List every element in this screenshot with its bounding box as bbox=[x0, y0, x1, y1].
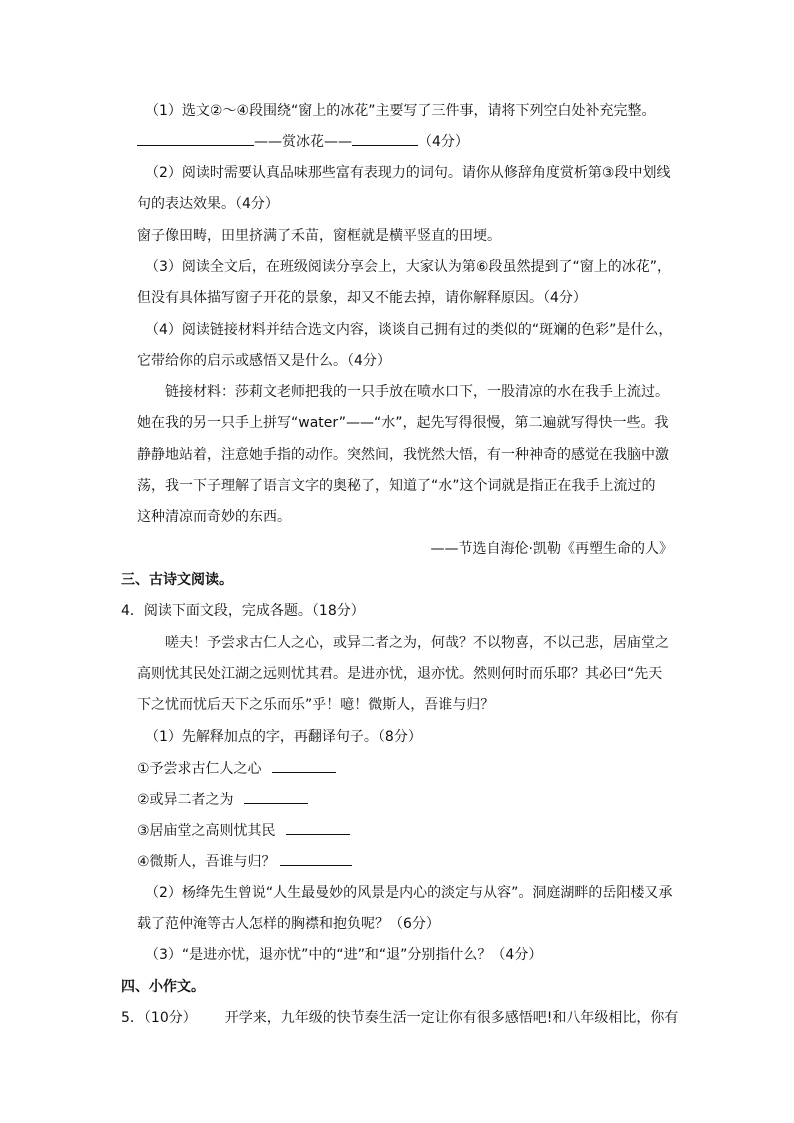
question-4-prompt: （4）阅读链接材料并结合选文内容，谈谈自己拥有过的类似的“斑斓的色彩”是什么， bbox=[145, 322, 673, 338]
translation-item bbox=[137, 820, 350, 841]
classical-passage-line: 高则忧其民处江湖之远则忧其君。是进亦忧，退亦忧。然则何时而乐耶？其必曰“先天 bbox=[137, 666, 663, 682]
section-4-heading: 四、小作文。 bbox=[121, 979, 205, 995]
answer-blank[interactable] bbox=[286, 820, 350, 835]
subquestion-2-cont: 载了范仲淹等古人怎样的胸襟和抱负呢？（6分） bbox=[137, 916, 440, 932]
translation-item bbox=[137, 758, 336, 779]
answer-blank[interactable] bbox=[280, 851, 352, 866]
classical-passage-line: 下之忧而忧后天下之乐而乐”乎！噫！微斯人，吾谁与归？ bbox=[137, 697, 495, 713]
link-material-line: 她在我的另一只手上拼写“water”——“水”，起先写得很慢，第二遍就写得快一些。我 bbox=[137, 415, 669, 431]
link-material-line: 静静地站着，注意她手指的动作。突然间，我恍然大悟，有一种神奇的感觉在我脑中激 bbox=[137, 447, 669, 463]
link-material-line: 链接材料：莎莉文老师把我的一只手放在喷水口下，一股清凉的水在我手上流过。 bbox=[165, 384, 669, 400]
translation-item-text: ①予尝求古仁人之心 bbox=[137, 761, 262, 777]
question-5-number: 5．（10分） bbox=[121, 1010, 197, 1026]
answer-blank[interactable] bbox=[137, 131, 254, 146]
question-3-prompt: （3）阅读全文后，在班级阅读分享会上，大家认为第⑥段虽然提到了“窗上的冰花”， bbox=[145, 259, 671, 275]
translation-item-text: ④微斯人，吾谁与归？ bbox=[137, 854, 276, 870]
section-3-heading: 三、古诗文阅读。 bbox=[121, 572, 233, 588]
link-material-line: 荡，我一下子理解了语言文字的奥秘了，知道了“水”这个词就是指正在我手上流过的 bbox=[137, 478, 656, 494]
question-5-text: 开学来，九年级的快节奏生活一定让你有很多感悟吧!和八年级相比，你有 bbox=[224, 1010, 679, 1026]
question-5 bbox=[121, 1008, 678, 1028]
classical-passage-line: 嗟夫！予尝求古仁人之心，或异二者之为，何哉？不以物喜，不以己悲，居庙堂之 bbox=[165, 635, 669, 651]
translation-item-text: ③居庙堂之高则忧其民 bbox=[137, 823, 276, 839]
link-material-line: 这种清凉而奇妙的东西。 bbox=[137, 509, 291, 525]
question-1-fill-line bbox=[137, 131, 469, 152]
question-2-quoted-sentence: 窗子像田畴，田里挤满了禾苗，窗框就是横平竖直的田埂。 bbox=[137, 228, 501, 244]
question-4-prompt-cont: 它带给你的启示或感悟又是什么。（4分） bbox=[137, 353, 391, 369]
answer-blank[interactable] bbox=[352, 131, 418, 146]
question-1-middle-text: ——赏冰花—— bbox=[254, 134, 352, 150]
question-1-prompt: （1）选文②～④段围绕“窗上的冰花”主要写了三件事，请将下列空白处补充完整。 bbox=[145, 103, 656, 119]
subquestion-2: （2）杨绛先生曾说“人生最曼妙的风景是内心的淡定与从容”。洞庭湖畔的岳阳楼又承 bbox=[145, 885, 673, 901]
question-2-prompt: （2）阅读时需要认真品味那些富有表现力的词句。请你从修辞角度赏析第③段中划线 bbox=[145, 165, 671, 181]
translation-item-text: ②或异二者之为 bbox=[137, 792, 234, 808]
question-2-prompt-cont: 句的表达效果。（4分） bbox=[137, 196, 279, 212]
subquestion-1: （1）先解释加点的字，再翻译句子。（8分） bbox=[145, 729, 422, 745]
question-4-title: 4．阅读下面文段，完成各题。（18分） bbox=[121, 603, 365, 619]
question-1-score: （4分） bbox=[418, 134, 469, 150]
translation-item bbox=[137, 851, 352, 872]
answer-blank[interactable] bbox=[272, 758, 336, 773]
link-material-source: ——节选自海伦·凯勒《再塑生命的人》 bbox=[430, 541, 673, 557]
subquestion-3: （3）“是进亦忧，退亦忧”中的“进”和“退”分别指什么？（4分） bbox=[145, 947, 543, 963]
answer-blank[interactable] bbox=[244, 789, 308, 804]
translation-item bbox=[137, 789, 308, 810]
question-3-prompt-cont: 但没有具体描写窗子开花的景象，却又不能去掉，请你解释原因。（4分） bbox=[137, 290, 587, 306]
